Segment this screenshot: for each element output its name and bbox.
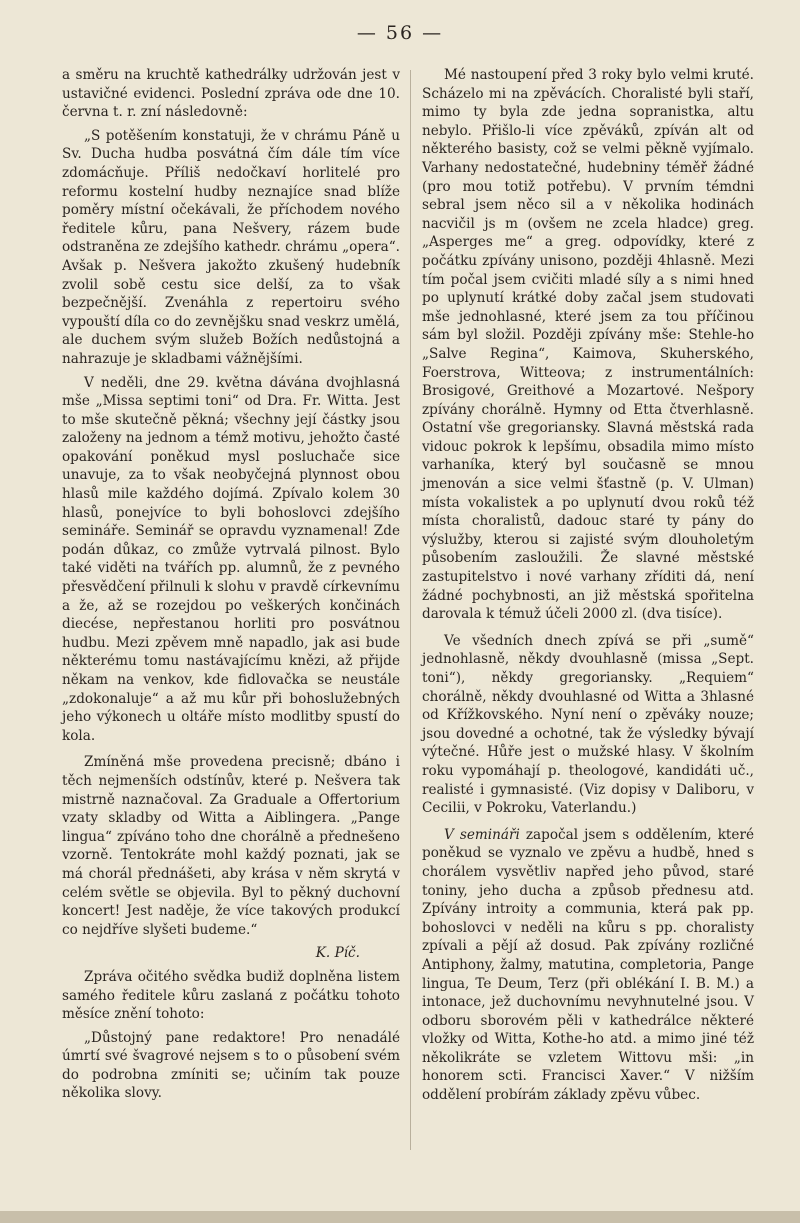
- right-column: [422, 66, 754, 1110]
- paragraph: V neděli, dne 29. května dávána dvojhlasná mše „Missa septimi toni“ od Dra. Fr. Witta. Jest to mše skutečně pěkná; všechny její částky jsou založeny na jednom a témž motivu, jehožto časté opakování poněkud mysl posluchače sice unavuje, za to však neobyčejná plynnost obou hlasů mile každého dojímá. Zpívalo kolem 30 hlasů, ponejvíce to byli bohoslovci zdejšího semináře. Seminář se opravdu vyznamenal! Zde podán důkaz, co zmůže vytrvalá pilnost. Bylo také viděti na tvářích pp. alumnů, že z pevného přesvědčení přilnuli k slohu v pravdě církevnímu a že, až se rozejdou po veškerých končinách diecése, nepřestanou horliti pro posvátnou hudbu. Mezi zpěvem mně napadlo, jak asi bude některému tomu nastávajícímu knězi, až přijde někam na venkov, kde fidlovačka se neustále „zdokonaluje“ a až mu kůr při bohoslužebných jeho výkonech u oltáře místo modlitby spustí do kola.: [62, 374, 400, 744]
- signature: K. Píč.: [315, 945, 360, 962]
- section-lead: V semináři: [444, 826, 520, 843]
- paragraph: [422, 826, 754, 1105]
- paragraph-body: započal jsem s oddělením, které poněkud se vyznalo ve zpěvu a hudbě, hned s chorálem vysvětliv napřed jeho původ, staré toniny, jeho ducha a způsob přednesu atd. Zpívány introity a communia, která pak pp. bohoslovci v neděli na kůru s pp. choralisty zpívali a pějí až dosud. Pak zpívány rozličné Antiphony, žalmy, matutina, completoria, Pange lingua, Te Deum, Terz (při oblékání I. B. M.) a intonace, jež duchovnímu nevyhnutelné jsou. V odboru sborovém pěli v kathedrálce některé vložky od Witta, Kothe-ho atd. a mimo jiné též několikráte se vzletem Wittovu mši: „in honorem scti. Francisci Xaver.“ V nižším oddělení probírám základy zpěvu vůbec.: [422, 826, 754, 1104]
- paragraph: Ve všedních dnech zpívá se při „sumě“ jednohlasně, někdy dvouhlasně (missa „Sept. toni“), někdy gregoriansky. „Requiem“ chorálně, někdy dvouhlasné od Witta a 3hlasné od Křížkovského. Nyní není o zpěváky nouze; jsou dovedné a ochotné, tak že výsledky bývají výtečné. Hůře jest o mužské hlasy. V školním roku vypomáhají p. theologové, kandidáti uč., realisté i gymnasisté. (Viz dopisy v Daliboru, v Cecilii, v Pokroku, Vaterlandu.): [422, 632, 754, 817]
- paragraph: a směru na kruchtě kathedrálky udržován jest v ustavičné evidenci. Poslední zpráva ode dne 10. června t. r. zní následovně:: [62, 67, 400, 121]
- left-column: [62, 66, 400, 1108]
- column-divider: [410, 70, 411, 1150]
- page-number: — 56 —: [356, 22, 444, 44]
- page-bottom-edge: [0, 1211, 800, 1223]
- paragraph: Zmíněná mše provedena precisně; dbáno i těch nejmenších odstínův, které p. Nešvera tak mistrně naznačoval. Za Graduale a Offertorium vzaty skladby od Witta a Aiblingera. „Pange lingua“ zpíváno toho dne chorálně a přednešeno vzorně. Tentokráte mohl každý poznati, jak se má chorál přednášeti, aby krása v něm skrytá v celém světle se objevila. Byl to pěkný duchovní koncert! Jest naděje, že více takových produkcí co nejdříve slyšeti budeme.“: [62, 754, 400, 938]
- paragraph: „S potěšením konstatuji, že v chrámu Páně u Sv. Ducha hudba posvátná čím dále tím více zdomácňuje. Příliš nedočkaví horlitelé pro reformu kostelní hudby neznajíce snad blíže poměry místní očekávali, že příchodem nového ředitele kůru, pana Nešvery, rázem bude odstraněna ze zdejšího kathedr. chrámu „opera“. Avšak p. Nešvera jakožto zkušený hudebník zvolil sobě cestu sice delší, za to však bezpečnější. Zvenáhla z repertoiru svého vypouští díla co do zevnějšku snad veskrz umělá, ale duchem svým služeb Božích nedůstojná a nahrazuje je skladbami vážnějšími.: [62, 127, 400, 367]
- paragraph: Mé nastoupení před 3 roky bylo velmi kruté. Scházelo mi na zpěvácích. Choralisté byli staří, mimo ty byla zde jedna sopranistka, altu nebylo. Přišlo-li více zpěváků, zpíván alt od některého basisty, což se velmi pěkně vyjímalo. Varhany nedostatečné, hudebniny téměř žádné (pro mou totiž potřebu). V prvním témdni sebral jsem něco sil a v několika hodinách nacvičil js m (ovšem ne zcela hladce) greg. „Asperges me“ a greg. odpovídky, které z počátku zpívány unisono, později 4hlasně. Mezi tím počal jsem cvičiti mladé síly a s nimi hned po uplynutí krátké doby začal jsem studovati mše jednohlasné, které jsem za tou příčinou sám byl složil. Později zpívány mše: Stehle-ho „Salve Regina“, Kaimova, Skuherského, Foerstrova, Witteova; z instrumentálních: Brosigové, Greithové a Mozartové. Nešpory zpívány chorálně. Hymny od Etta čtverhlasně. Ostatní vše gregoriansky. Slavná městská rada vidouc pokrok k lepšímu, obsadila mimo místo varhaníka, který byl současně se mnou jmenován a sice velmi šťastně (p. V. Ulman) místa vokalistek a po uplynutí dvou roků též místa choralistů, dadouc staré ty pány do výslužby, kterou si zajisté svým dlouholetým působením zasloužili. Že slavné městské zastupitelstvo i nové varhany zříditi dá, není žádné pochybnosti, an již městská spořitelna darovala k témuž účeli 2000 zl. (dva tisíce).: [422, 67, 754, 623]
- paragraph: „Důstojný pane redaktore! Pro nenadálé úmrtí své švagrové nejsem s to o působení svém do podrobna zmíniti se; učiním tak pouze několika slovy.: [62, 1029, 400, 1102]
- paragraph: Zpráva očitého svědka budiž doplněna listem samého ředitele kůru zaslaná z počátku tohoto měsíce znění tohoto:: [62, 968, 400, 1023]
